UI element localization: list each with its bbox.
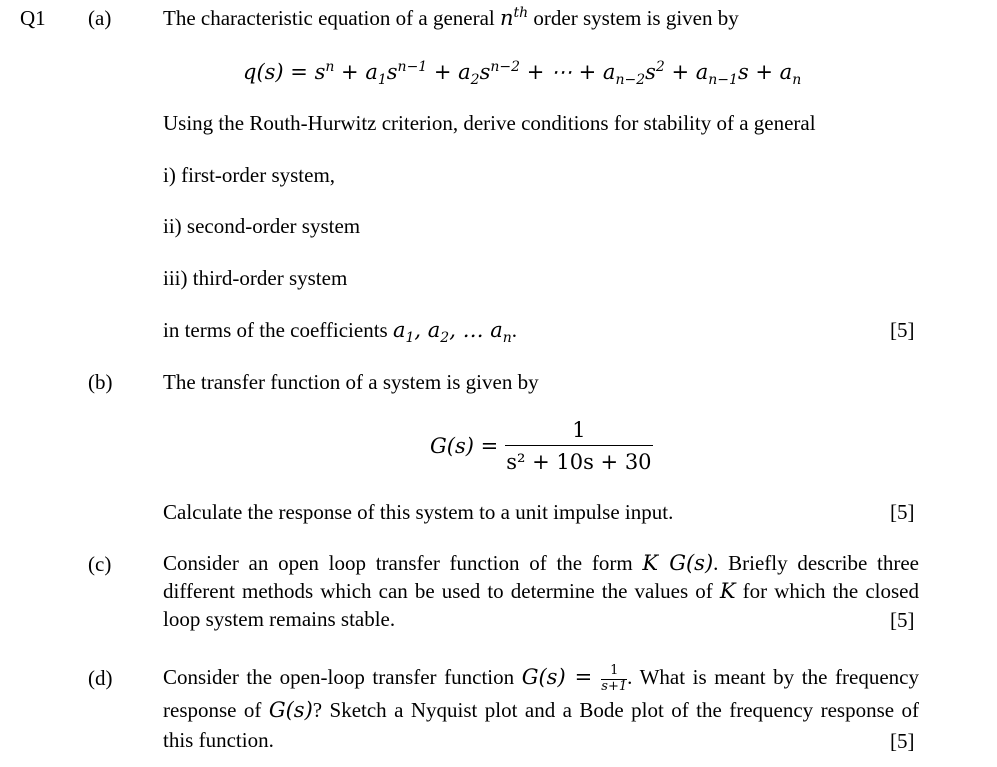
part-a-marks: [5] — [890, 318, 915, 342]
part-b-label: (b) — [88, 370, 113, 394]
transfer-function-b: G(s) = $\frac{1}{\text{s² + 10s + 30}}$ — [430, 418, 652, 474]
part-b-task: Calculate the response of this system to a unit impulse input. — [163, 500, 674, 524]
characteristic-equation: $q(s) = s^n + a_1s^{n-1} + a_2s^{n-2}$ + ⋯ + $a_{n-2}s^2 + a_{n-1}s + a_n$ — [243, 59, 802, 89]
part-d-marks: [5] — [890, 729, 915, 753]
tf-b-denominator: s² + 10s + 30 — [506, 450, 652, 474]
part-b-marks: [5] — [890, 500, 915, 524]
question-number: Q1 — [20, 6, 46, 30]
part-c-label: (c) — [88, 552, 112, 576]
part-a-item-1: i) first-order system, — [163, 163, 336, 187]
part-a-item-2: ii) second-order system — [163, 214, 361, 238]
part-d-label: (d) — [88, 666, 113, 690]
tf-d-fraction: $\frac{1}{s+1}$ — [601, 662, 628, 694]
part-a-label: (a) — [88, 6, 112, 30]
part-b-intro: The transfer function of a system is given by — [163, 370, 539, 394]
part-a-item-3: iii) third-order system — [163, 266, 348, 290]
part-d-text: Consider the open-loop transfer function G(s) = $\frac{1}{s+1}$ . What is meant by the frequency response of G(s)? Sketch a Nyquist plot and a Bode plot of the frequency response of this function. — [163, 662, 919, 752]
part-a-intro: The characteristic equation of a general $n^{th}$ order system is given by — [163, 5, 739, 30]
part-c-text: Consider an open loop transfer function of the form K G(s). Briefly describe three different methods which can be used to determine the values of K for which the closed loop system remains stable. — [163, 551, 919, 631]
tf-b-numerator: 1 — [505, 420, 653, 446]
part-a-coeff-line: in terms of the coefficients $a_1$, $a_2$, … $a_n$. — [163, 318, 518, 347]
part-c-marks: [5] — [890, 608, 915, 632]
part-a-using-text: Using the Routh-Hurwitz criterion, derive conditions for stability of a general — [163, 111, 816, 135]
